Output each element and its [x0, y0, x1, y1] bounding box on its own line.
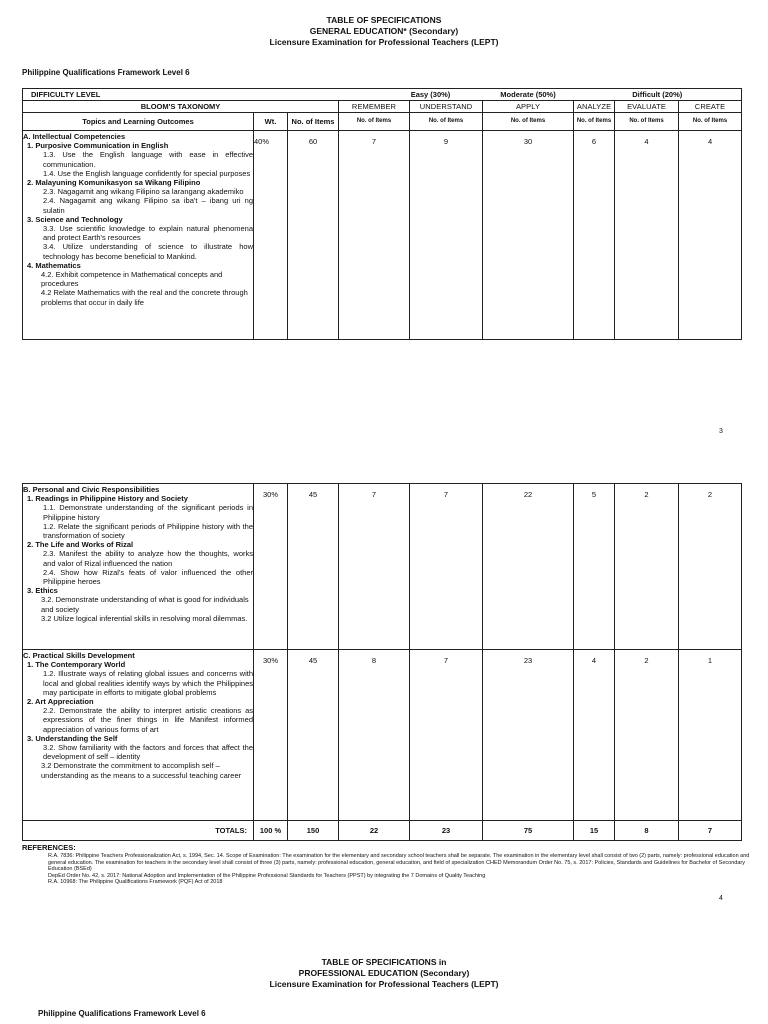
- totals-understand: 23: [410, 821, 483, 841]
- evaluate-label: EVALUATE: [615, 101, 679, 113]
- learning-outcome: 4.2 Relate Mathematics with the real and the concrete through problems that occur in daily life: [41, 288, 248, 307]
- easy-label: Easy (30%): [339, 89, 483, 101]
- section-a-outcomes: [23, 141, 253, 307]
- apply-label: APPLY: [483, 101, 574, 113]
- section-c-remember: 8: [339, 650, 410, 821]
- title3-line-1: TABLE OF SPECIFICATIONS in: [321, 957, 447, 967]
- section-a-evaluate: 4: [615, 131, 679, 340]
- section-a-row: [23, 131, 742, 340]
- subject-heading: 4. Mathematics: [27, 260, 81, 270]
- learning-outcome: 2.4. Show how Rizal's feats of valor influenced the other Philippine heroes: [43, 567, 253, 587]
- learning-outcome: 2.3. Manifest the ability to analyze how the thoughts, works and valor of Rizal influenced the nation: [43, 549, 253, 568]
- section-a-title: A. Intellectual Competencies: [23, 132, 126, 141]
- section-a-items: 60: [288, 131, 339, 340]
- references-list: [48, 853, 758, 886]
- section-c-outcomes: [23, 660, 253, 780]
- section-a-remember: 7: [339, 131, 410, 340]
- learning-outcome: 1.3. Use the English language with ease in effective communication.: [43, 150, 253, 169]
- learning-outcome: 2.3. Nagagamit ang wikang Filipino sa larangang akademiko: [43, 187, 244, 197]
- learning-outcome: 3.3. Use scientific knowledge to explain natural phenomena and protect Earth's resources: [43, 224, 253, 243]
- section-c-evaluate: 2: [615, 650, 679, 821]
- topics-header: Topics and Learning Outcomes: [23, 113, 254, 131]
- learning-outcome: 3.2 Demonstrate the commitment to accomplish self – understanding as the means to a successful teaching career: [41, 761, 242, 780]
- section-c-topics: [23, 650, 254, 821]
- learning-outcome: 2.4. Nagagamit ang wikang Filipino sa iba't – ibang uri ng sulatin: [43, 196, 253, 215]
- section-b-evaluate: 2: [615, 484, 679, 650]
- totals-items: 150: [288, 821, 339, 841]
- section-b-remember: 7: [339, 484, 410, 650]
- subject-heading: 1. The Contemporary World: [27, 660, 126, 670]
- section-b-create: 2: [679, 484, 742, 650]
- analyze-label: ANALYZE: [574, 101, 615, 113]
- learning-outcome: 3.2. Show familiarity with the factors and forces that affect the development of self – identity: [43, 743, 253, 762]
- totals-label: TOTALS:: [23, 821, 254, 841]
- understand-label: UNDERSTAND: [410, 101, 483, 113]
- document-title: [0, 15, 768, 48]
- section-c-apply: 23: [483, 650, 574, 821]
- section-a-create: 4: [679, 131, 742, 340]
- section-b-title: B. Personal and Civic Responsibilities: [23, 485, 160, 494]
- title-line-3: Licensure Examination for Professional Teachers (LEPT): [269, 37, 499, 47]
- no-items-header: No. of Items: [288, 113, 339, 131]
- tos-table-page1: [22, 88, 742, 340]
- subject-heading: 2. The Life and Works of Rizal: [27, 540, 134, 550]
- totals-remember: 22: [339, 821, 410, 841]
- no-items-evaluate: No. of Items: [615, 113, 679, 131]
- learning-outcome: 1.2. Illustrate ways of relating global issues and concerns with local and global realities identify ways by which the Philippines may participate in efforts to mitigate global problems: [43, 669, 253, 697]
- section-a-understand: 9: [410, 131, 483, 340]
- subject-heading: 3. Ethics: [27, 586, 58, 596]
- reference-1: R.A. 7836: Philippine Teachers Professionalization Act, s. 1994, Sec. 14. Scope of Examination: The examination for the elementary and secondary school teachers shall be separate. The examination in the elementary level shall consist of two (2) parts, namely: professional education and general education. The examination for teachers in the secondary level shall consist of three (3) parts, namely: professional education, general education, and field of specialization CHED Memorandum Order No. 75, s. 2017: Policies, Standards and Guidelines for Bachelor of Secondary Education (BSEd): [48, 853, 750, 872]
- section-c-create: 1: [679, 650, 742, 821]
- title-line-2: GENERAL EDUCATION* (Secondary): [309, 26, 459, 36]
- section-a-topics: [23, 131, 254, 340]
- section-c-items: 45: [288, 650, 339, 821]
- tos-table-page2: [22, 483, 742, 841]
- learning-outcome: 1.2. Relate the significant periods of Philippine history with the transformation of society: [43, 521, 253, 541]
- page-number-3: 3: [719, 428, 723, 435]
- no-items-create: No. of Items: [679, 113, 742, 131]
- totals-create: 7: [679, 821, 742, 841]
- learning-outcome: 3.2. Demonstrate understanding of what is good for individuals and society: [41, 595, 249, 614]
- pqf-label-page3: Philippine Qualifications Framework Level 6: [38, 1009, 206, 1018]
- document-title-professional: [0, 957, 768, 990]
- section-a-weight: 40%: [254, 131, 288, 340]
- reference-3: R.A. 10968: The Philippine Qualifications Framework (PQF) Act of 2018: [48, 879, 223, 885]
- subject-heading: 2. Malayuning Komunikasyon sa Wikang Filipino: [27, 178, 201, 188]
- no-items-analyze: No. of Items: [574, 113, 615, 131]
- section-b-analyze: 5: [574, 484, 615, 650]
- section-b-topics: [23, 484, 254, 650]
- learning-outcome: 3.2 Utilize logical inferential skills in resolving moral dilemmas.: [41, 613, 248, 623]
- no-items-understand: No. of Items: [410, 113, 483, 131]
- learning-outcome: 1.1. Demonstrate understanding of the significant periods in Philippine history: [43, 503, 253, 522]
- section-c-title: C. Practical Skills Development: [23, 651, 135, 660]
- difficult-label: Difficult (20%): [574, 89, 742, 101]
- references-label: REFERENCES:: [22, 843, 76, 852]
- create-label: CREATE: [679, 101, 742, 113]
- totals-apply: 75: [483, 821, 574, 841]
- moderate-label: Moderate (50%): [483, 89, 574, 101]
- section-c-understand: 7: [410, 650, 483, 821]
- section-b-apply: 22: [483, 484, 574, 650]
- learning-outcome: 2.2. Demonstrate the ability to interpret artistic creations as expressions of the finer things in life Manifest informed appreciation of various forms of art: [43, 706, 253, 734]
- section-b-items: 45: [288, 484, 339, 650]
- learning-outcome: 4.2. Exhibit competence in Mathematical concepts and procedures: [41, 270, 223, 289]
- wt-header: Wt.: [254, 113, 288, 131]
- totals-weight: 100 %: [254, 821, 288, 841]
- subject-heading: 1. Readings in Philippine History and Society: [27, 494, 188, 504]
- subject-heading: 3. Science and Technology: [27, 214, 123, 224]
- totals-evaluate: 8: [615, 821, 679, 841]
- section-b-row: [23, 484, 742, 650]
- learning-outcome: 3.4. Utilize understanding of science to illustrate how technology has become beneficial to Mankind.: [43, 242, 253, 261]
- section-c-weight: 30%: [254, 650, 288, 821]
- section-a-apply: 30: [483, 131, 574, 340]
- totals-analyze: 15: [574, 821, 615, 841]
- section-c-row: [23, 650, 742, 821]
- title-line-1: TABLE OF SPECIFICATIONS: [326, 15, 442, 25]
- reference-2: DepEd Order No. 42, s. 2017: National Adoption and Implementation of the Philippine Professional Standards for Teachers (PPST) by integrating the 7 Domains of Quality Teaching: [48, 872, 486, 879]
- section-c-analyze: 4: [574, 650, 615, 821]
- section-a-analyze: 6: [574, 131, 615, 340]
- section-b-weight: 30%: [254, 484, 288, 650]
- remember-label: REMEMBER: [339, 101, 410, 113]
- no-items-apply: No. of Items: [483, 113, 574, 131]
- page-number-4: 4: [719, 895, 723, 902]
- section-b-outcomes: [23, 494, 253, 623]
- blooms-taxonomy-label: BLOOM'S TAXONOMY: [23, 101, 339, 113]
- difficulty-level-label: DIFFICULTY LEVEL: [23, 89, 339, 101]
- subject-heading: 3. Understanding the Self: [27, 733, 118, 743]
- section-b-understand: 7: [410, 484, 483, 650]
- title3-line-2: PROFESSIONAL EDUCATION (Secondary): [298, 968, 470, 978]
- title3-line-3: Licensure Examination for Professional Teachers (LEPT): [269, 979, 499, 989]
- learning-outcome: 1.4. Use the English language confidently for special purposes: [43, 168, 251, 178]
- totals-row: [23, 821, 742, 841]
- no-items-remember: No. of Items: [339, 113, 410, 131]
- subject-heading: 2. Art Appreciation: [27, 697, 94, 707]
- subject-heading: 1. Purposive Communication in English: [27, 141, 169, 151]
- pqf-label: Philippine Qualifications Framework Level 6: [22, 68, 190, 77]
